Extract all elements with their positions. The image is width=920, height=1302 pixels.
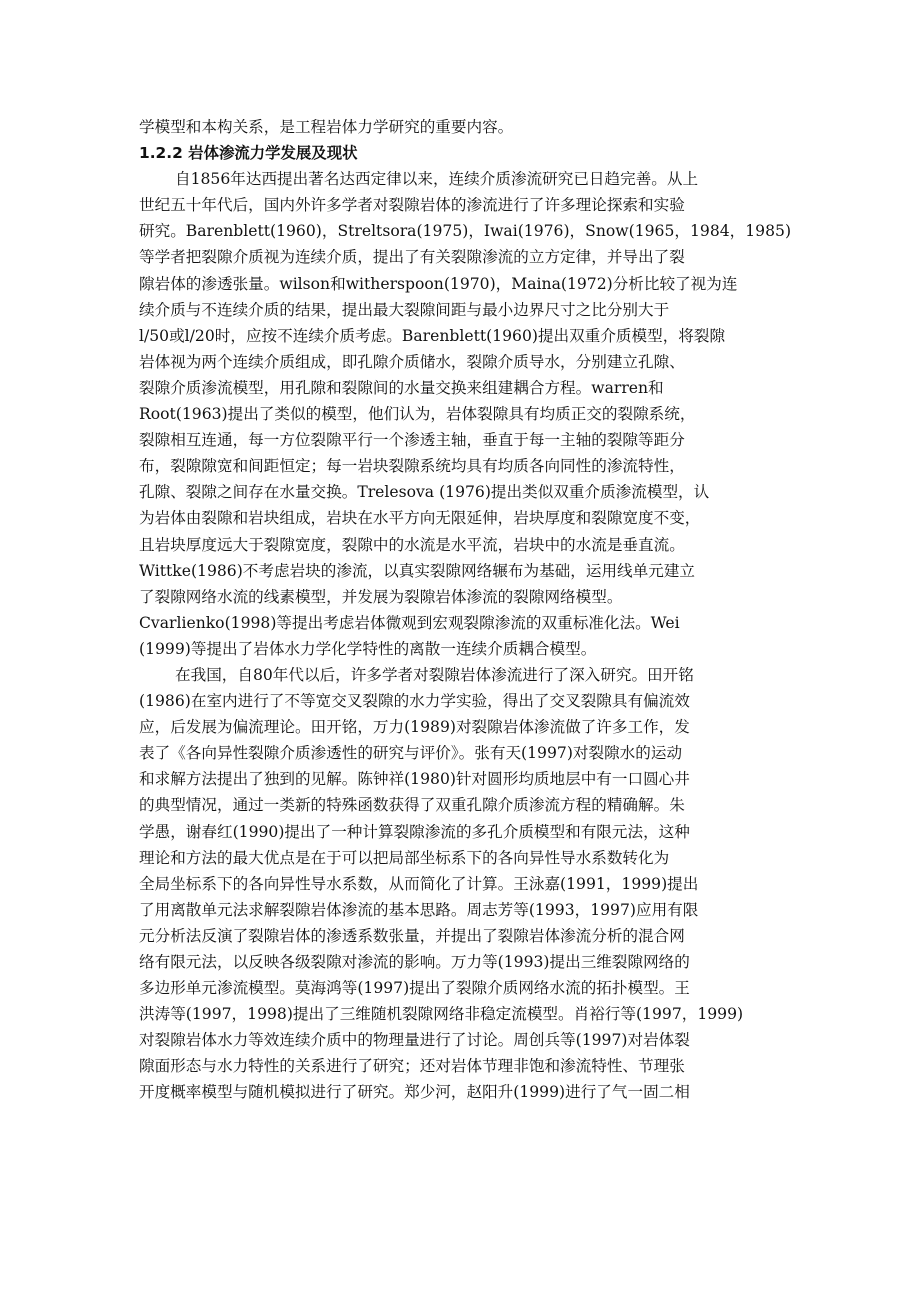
text-line: Wittke(1986)不考虑岩块的渗流，以真实裂隙网络辗布为基础，运用线单元建立 [139, 561, 696, 580]
text-line: 全局坐标系下的各向异性导水系数，从而简化了计算。王泳嘉(1991，1999)提出 [139, 874, 699, 893]
text-line: 隙岩体的渗透张量。wilson和witherspoon(1970)，Maina(1972)分析比较了视为连 [139, 274, 738, 293]
text-line: 为岩体由裂隙和岩块组成，岩块在水平方向无限延伸，岩块厚度和裂隙宽度不变， [139, 509, 701, 528]
text-line: (1986)在室内进行了不等宽交叉裂隙的水力学实验，得出了交叉裂隙具有偏流效 [139, 692, 690, 711]
text-line: 学愚，谢春红(1990)提出了一种计算裂隙渗流的多孔介质模型和有限元法，这种 [139, 822, 690, 841]
text-line: 应，后发展为偏流理论。田开铭，万力(1989)对裂隙岩体渗流做了许多工作，发 [139, 718, 690, 737]
text-line: 等学者把裂隙介质视为连续介质，提出了有关裂隙渗流的立方定律，并导出了裂 [139, 248, 685, 267]
text-line: 在我国，自80年代以后，许多学者对裂隙岩体渗流进行了深入研究。田开铭 [175, 665, 694, 684]
text-line: 表了《各向异性裂隙介质渗透性的研究与评价》。张有天(1997)对裂隙水的运动 [139, 744, 683, 763]
text-line: 元分析法反演了裂隙岩体的渗透系数张量，并提出了裂隙岩体渗流分析的混合网 [139, 926, 685, 945]
document-text [139, 114, 792, 1106]
text-line: 理论和方法的最大优点是在于可以把局部坐标系下的各向异性导水系数转化为 [139, 848, 670, 867]
text-line: 续介质与不连续介质的结果，提出最大裂隙间距与最小边界尺寸之比分别大于 [139, 300, 670, 319]
text-line: 了用离散单元法求解裂隙岩体渗流的基本思路。周志芳等(1993，1997)应用有限 [139, 900, 699, 919]
text-line: 学模型和本构关系，是工程岩体力学研究的重要内容。 [139, 118, 514, 136]
text-line: 隙面形态与水力特性的关系进行了研究；还对岩体节理非饱和渗流特性、节理张 [139, 1057, 685, 1076]
text-line: 裂隙相互连通，每一方位裂隙平行一个渗透主轴，垂直于每一主轴的裂隙等距分 [139, 431, 685, 450]
text-line: 和求解方法提出了独到的见解。陈钟祥(1980)针对圆形均质地层中有一口圆心井 [139, 770, 690, 789]
section-heading: 1.2.2 岩体渗流力学发展及现状 [139, 144, 358, 163]
text-line: 裂隙介质渗流模型，用孔隙和裂隙间的水量交换来组建耦合方程。warren和 [139, 378, 664, 397]
text-line: 孔隙、裂隙之间存在水量交换。Trelesova (1976)提出类似双重介质渗流模型，认 [139, 483, 710, 502]
text-line: 且岩块厚度远大于裂隙宽度，裂隙中的水流是水平流，岩块中的水流是垂直流。 [139, 535, 685, 554]
text-line: 洪涛等(1997，1998)提出了三维随机裂隙网络非稳定流模型。肖裕行等(1997，1999) [139, 1005, 744, 1024]
text-line: Root(1963)提出了类似的模型，他们认为，岩体裂隙具有均质正交的裂隙系统， [139, 405, 696, 424]
text-line: 多边形单元渗流模型。莫海鸿等(1997)提出了裂隙介质网络水流的拓扑模型。王 [139, 979, 690, 998]
text-line: 了裂隙网络水流的线素模型，并发展为裂隙岩体渗流的裂隙网络模型。 [139, 587, 623, 606]
text-line: l/50或l/20时，应按不连续介质考虑。Barenblett(1960)提出双重介质模型，将裂隙 [139, 326, 726, 345]
text-line: 的典型情况，通过一类新的特殊函数获得了双重孔隙介质渗流方程的精确解。朱 [139, 796, 685, 815]
text-line: 自1856年达西提出著名达西定律以来，连续介质渗流研究已日趋完善。从上 [175, 170, 699, 189]
text-line: Cvarlienko(1998)等提出考虑岩体微观到宏观裂隙渗流的双重标准化法。Wei [139, 613, 680, 632]
text-line: 研究。Barenblett(1960)，Streltsora(1975)，Iwai(1976)，Snow(1965，1984，1985) [139, 222, 792, 241]
text-line: 岩体视为两个连续介质组成，即孔隙介质储水，裂隙介质导水，分别建立孔隙、 [139, 352, 685, 371]
text-line: 对裂隙岩体水力等效连续介质中的物理量进行了讨论。周创兵等(1997)对岩体裂 [139, 1031, 690, 1050]
text-line: 开度概率模型与随机模拟进行了研究。郑少河，赵阳升(1999)进行了气一固二相 [139, 1083, 690, 1102]
text-line: (1999)等提出了岩体水力学化学特性的离散一连续介质耦合模型。 [139, 639, 597, 658]
text-line: 世纪五十年代后，国内外许多学者对裂隙岩体的渗流进行了许多理论探索和实验 [139, 196, 685, 215]
text-line: 络有限元法，以反映各级裂隙对渗流的影响。万力等(1993)提出三维裂隙网络的 [139, 953, 690, 971]
text-line: 布，裂隙隙宽和间距恒定；每一岩块裂隙系统均具有均质各向同性的渗流特性， [139, 457, 685, 476]
